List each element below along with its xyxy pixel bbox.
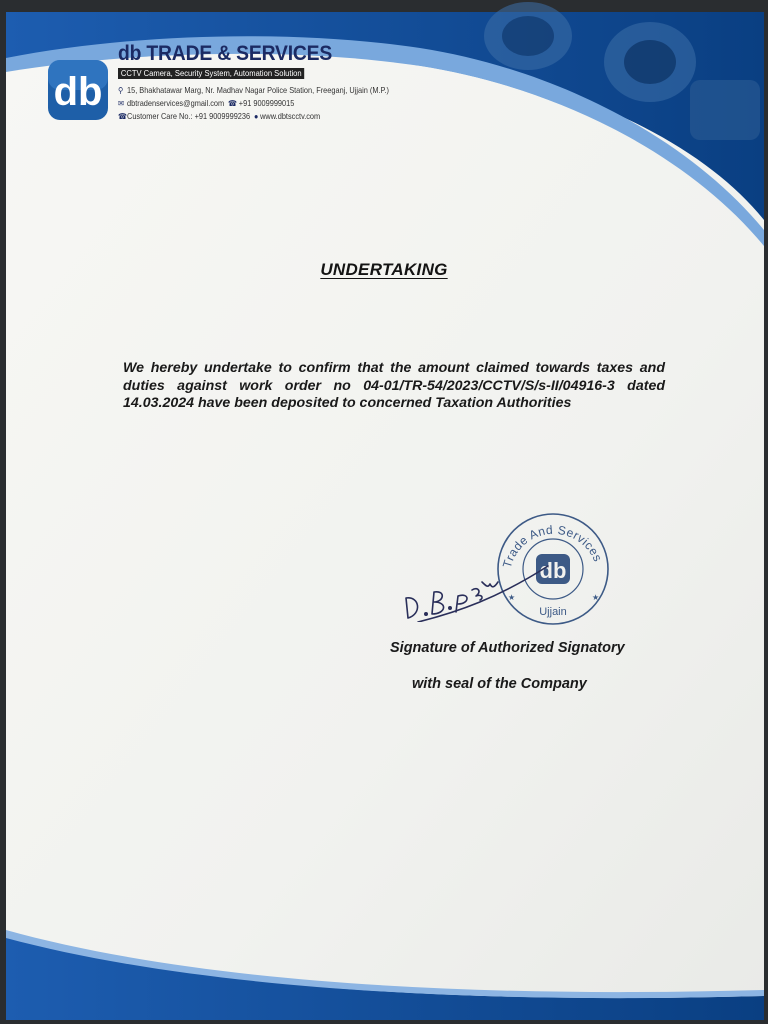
handwritten-signature [398, 552, 558, 622]
globe-icon: ● [253, 112, 259, 121]
website-text: www.dbtscctv.com [260, 112, 321, 121]
company-name: db TRADE & SERVICES [118, 42, 333, 65]
company-logo [46, 58, 110, 122]
seal-caption: with seal of the Company [412, 676, 587, 692]
undertaking-body: We hereby undertake to confirm that the amount claimed towards taxes and duties against work order no 04-01/TR-54/2023/CCTV/S/s-II/04916-3 dated 14.03.2024 have been deposited to concerned Taxation Authorities [123, 360, 665, 411]
phone-icon: ☎ [118, 112, 127, 121]
phone-icon: ☎ [228, 99, 237, 108]
phone-text: +91 9009999015 [238, 99, 295, 108]
letterhead [46, 40, 406, 130]
svg-text:★: ★ [592, 593, 600, 602]
company-tagline: CCTV Camera, Security System, Automation Solution [118, 68, 304, 79]
signature-caption: Signature of Authorized Signatory [390, 640, 625, 656]
customer-care-text: Customer Care No.: +91 9009999236 [127, 112, 251, 121]
care-web-line [118, 112, 320, 121]
seal-city: Ujjain [539, 606, 567, 618]
email-text: dbtradenservices@gmail.com [127, 99, 225, 108]
email-icon: ✉ [118, 99, 125, 108]
address-text: 15, Bhakhatawar Marg, Nr. Madhav Nagar Police Station, Freeganj, Ujjain (M.P.) [127, 86, 389, 95]
location-pin-icon: ⚲ [118, 86, 124, 95]
address-line [118, 86, 389, 95]
document-title: UNDERTAKING [320, 260, 448, 279]
seal-logo: db [539, 558, 567, 583]
svg-text:db: db [53, 70, 103, 114]
svg-text:★: ★ [508, 593, 516, 602]
email-phone-line [118, 99, 294, 108]
seal-ring-text: Trade And Services [499, 522, 606, 570]
